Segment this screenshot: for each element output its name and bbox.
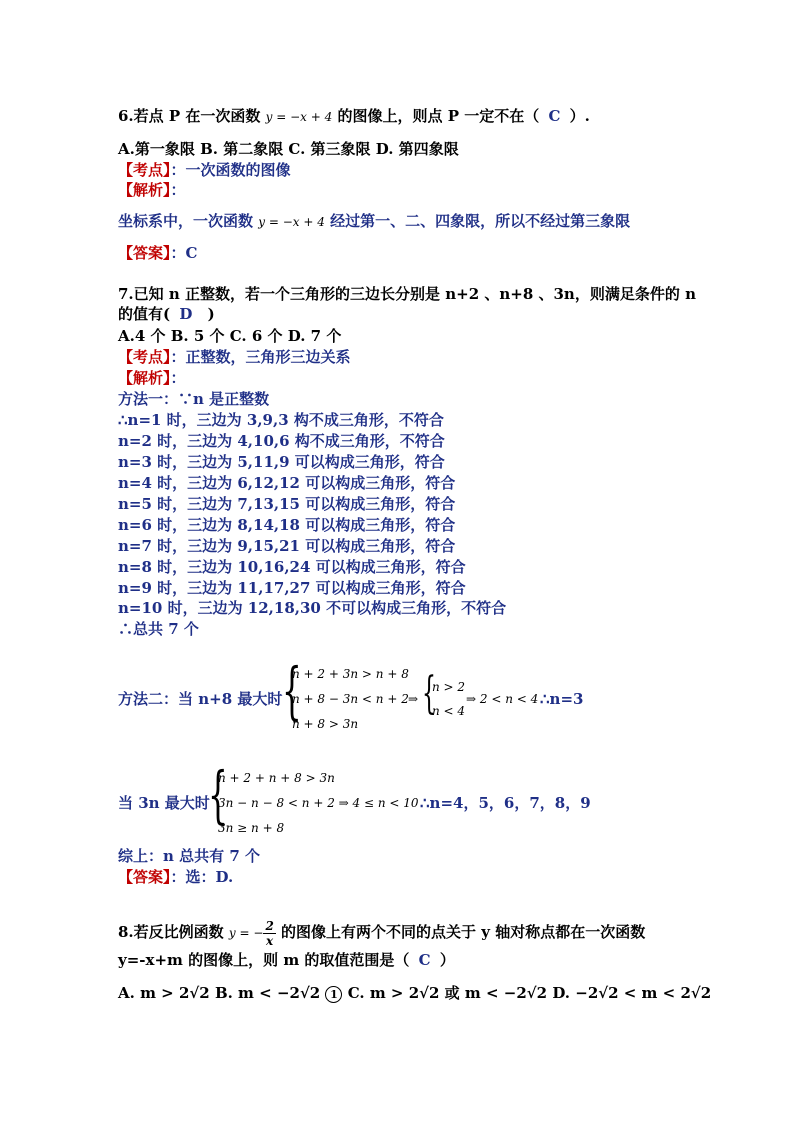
- q7-method1-line: n=8 时，三边为 10,16,24 可以构成三角形，符合: [118, 558, 466, 576]
- q7-kaodian: [118, 347, 351, 367]
- daan-label: 【答案】: [118, 244, 171, 262]
- q6-stem-text: 6.若点 P 在一次函数: [118, 107, 261, 125]
- daan-label: 【答案】: [118, 868, 171, 886]
- q6-answer-mark: C: [548, 107, 561, 125]
- fraction-numerator: 2: [265, 918, 274, 933]
- q6-options: A.第一象限 B. 第二象限 C. 第三象限 D. 第四象限: [118, 140, 459, 158]
- q6-function: y = −x + 4: [265, 110, 333, 124]
- q8-stem: [118, 917, 645, 948]
- q6-answer: [118, 243, 197, 263]
- kaodian-label: 【考点】: [118, 161, 171, 179]
- q7-stem-line2: [118, 304, 215, 324]
- q7-method1-line: n=7 时，三边为 9,15,21 可以构成三角形，符合: [118, 537, 456, 555]
- q7-m2-ineq: n + 2 + 3n > n + 8: [292, 667, 409, 681]
- q8-stem-line2: [118, 950, 455, 970]
- q6-analysis-text: 坐标系中，一次函数: [118, 212, 254, 230]
- brace-icon: {: [422, 668, 436, 719]
- q8-stem-text: 8.若反比例函数: [118, 923, 224, 941]
- q7-options: A.4 个 B. 5 个 C. 6 个 D. 7 个: [118, 327, 342, 345]
- brace-icon: {: [208, 758, 228, 831]
- q7-m3-ineq: 3n ≥ n + 8: [218, 821, 285, 835]
- q7-method1-line: n=3 时，三边为 5,11,9 可以构成三角形，符合: [118, 453, 445, 471]
- q7-m2-ineq: n + 8 > 3n: [292, 717, 359, 731]
- kaodian-text: ：一次函数的图像: [170, 161, 291, 179]
- q8-stem-text: y=-x+m 的图像上，则 m 的取值范围是（: [118, 951, 410, 969]
- q6-analysis: [118, 211, 630, 232]
- q7-method1-line: n=10 时，三边为 12,18,30 不可以构成三角形，不符合: [118, 599, 507, 617]
- q8-fraction: [263, 919, 275, 948]
- q7-method1-line: n=6 时，三边为 8,14,18 可以构成三角形，符合: [118, 516, 456, 534]
- q7-m2-arrow: ⇒: [408, 692, 419, 706]
- q8-option-d: D. −2√2 < m < 2√2: [552, 984, 712, 1002]
- q7-method1-line: n=5 时，三边为 7,13,15 可以构成三角形，符合: [118, 495, 456, 513]
- q7-method3-label: 当 3n 最大时: [118, 794, 210, 812]
- q6-stem-text-c: ）.: [569, 107, 590, 125]
- q8-function: y = −: [228, 926, 264, 940]
- q7-answer-mark: D: [179, 305, 193, 323]
- daan-text: ：选：D.: [170, 868, 234, 886]
- q6-kaodian: [118, 160, 291, 180]
- q8-option-b: B. m < −2√2: [214, 984, 321, 1002]
- q7-stem-line1: 7.已知 n 正整数，若一个三角形的三边长分别是 n+2 、n+8 、3n，则满足条件的 n: [118, 285, 696, 303]
- q7-m3-ineq: 3n − n − 8 < n + 2 ⇒ 4 ≤ n < 10: [218, 796, 419, 810]
- q8-stem-text-b: 的图像上有两个不同的点关于 y 轴对称点都在一次函数: [281, 923, 646, 941]
- q7-m3-conclusion: ∴n=4，5，6，7，8，9: [420, 794, 591, 812]
- q7-summary: 综上：n 总共有 7 个: [118, 847, 261, 865]
- q7-m3-ineq: n + 2 + n + 8 > 3n: [218, 771, 335, 785]
- q7-m2-result: ⇒ 2 < n < 4: [466, 692, 539, 706]
- q7-method2-label: 方法二：当 n+8 最大时: [118, 690, 283, 708]
- q8-option-c: C. m > 2√2 或 m < −2√2: [347, 984, 548, 1002]
- q6-analysis-text-b: 经过第一、二、四象限，所以不经过第三象限: [330, 212, 631, 230]
- jiexi-label: 【解析】: [118, 181, 171, 199]
- q7-m2-ineq2: n > 2: [432, 680, 466, 694]
- q8-options: [118, 983, 711, 1003]
- kaodian-text: ：正整数，三角形三边关系: [170, 348, 351, 366]
- q6-analysis-function: y = −x + 4: [258, 215, 325, 229]
- fraction-denominator: x: [266, 933, 274, 948]
- daan-text: ：C: [170, 244, 198, 262]
- q8-stem-close: ）: [439, 951, 455, 969]
- q6-stem-text-b: 的图像上，则点 P 一定不在（: [337, 107, 540, 125]
- q7-m2-ineq2: n < 4: [432, 704, 466, 718]
- q7-method1-line: n=2 时，三边为 4,10,6 构不成三角形，不符合: [118, 432, 445, 450]
- jiexi-label: 【解析】: [118, 369, 171, 387]
- q6-stem: [118, 106, 590, 127]
- q8-option-a: A. m > 2√2: [118, 984, 210, 1002]
- q7-m2-conclusion: ∴n=3: [540, 690, 584, 708]
- q8-answer-mark: C: [418, 951, 431, 969]
- q7-stem-close: ): [207, 305, 215, 323]
- q7-method1-line: 方法一：∵n 是正整数: [118, 390, 270, 408]
- q6-jiexi: [118, 180, 186, 200]
- jiexi-colon: ：: [170, 181, 186, 199]
- q7-method1-line: n=4 时，三边为 6,12,12 可以构成三角形，符合: [118, 474, 456, 492]
- q7-stem-text: 的值有(: [118, 305, 171, 323]
- kaodian-label: 【考点】: [118, 348, 171, 366]
- q7-jiexi: [118, 368, 186, 388]
- circled-number-icon: 1: [325, 986, 342, 1003]
- q7-method1-line: ∴总共 7 个: [118, 620, 199, 638]
- brace-icon: {: [282, 654, 302, 727]
- q7-method1-line: n=9 时，三边为 11,17,27 可以构成三角形，符合: [118, 579, 466, 597]
- q7-m2-ineq: n + 8 − 3n < n + 2: [292, 692, 409, 706]
- jiexi-colon: ：: [170, 369, 186, 387]
- q7-method1-line: ∴n=1 时，三边为 3,9,3 构不成三角形，不符合: [118, 411, 444, 429]
- q7-answer: [118, 867, 233, 887]
